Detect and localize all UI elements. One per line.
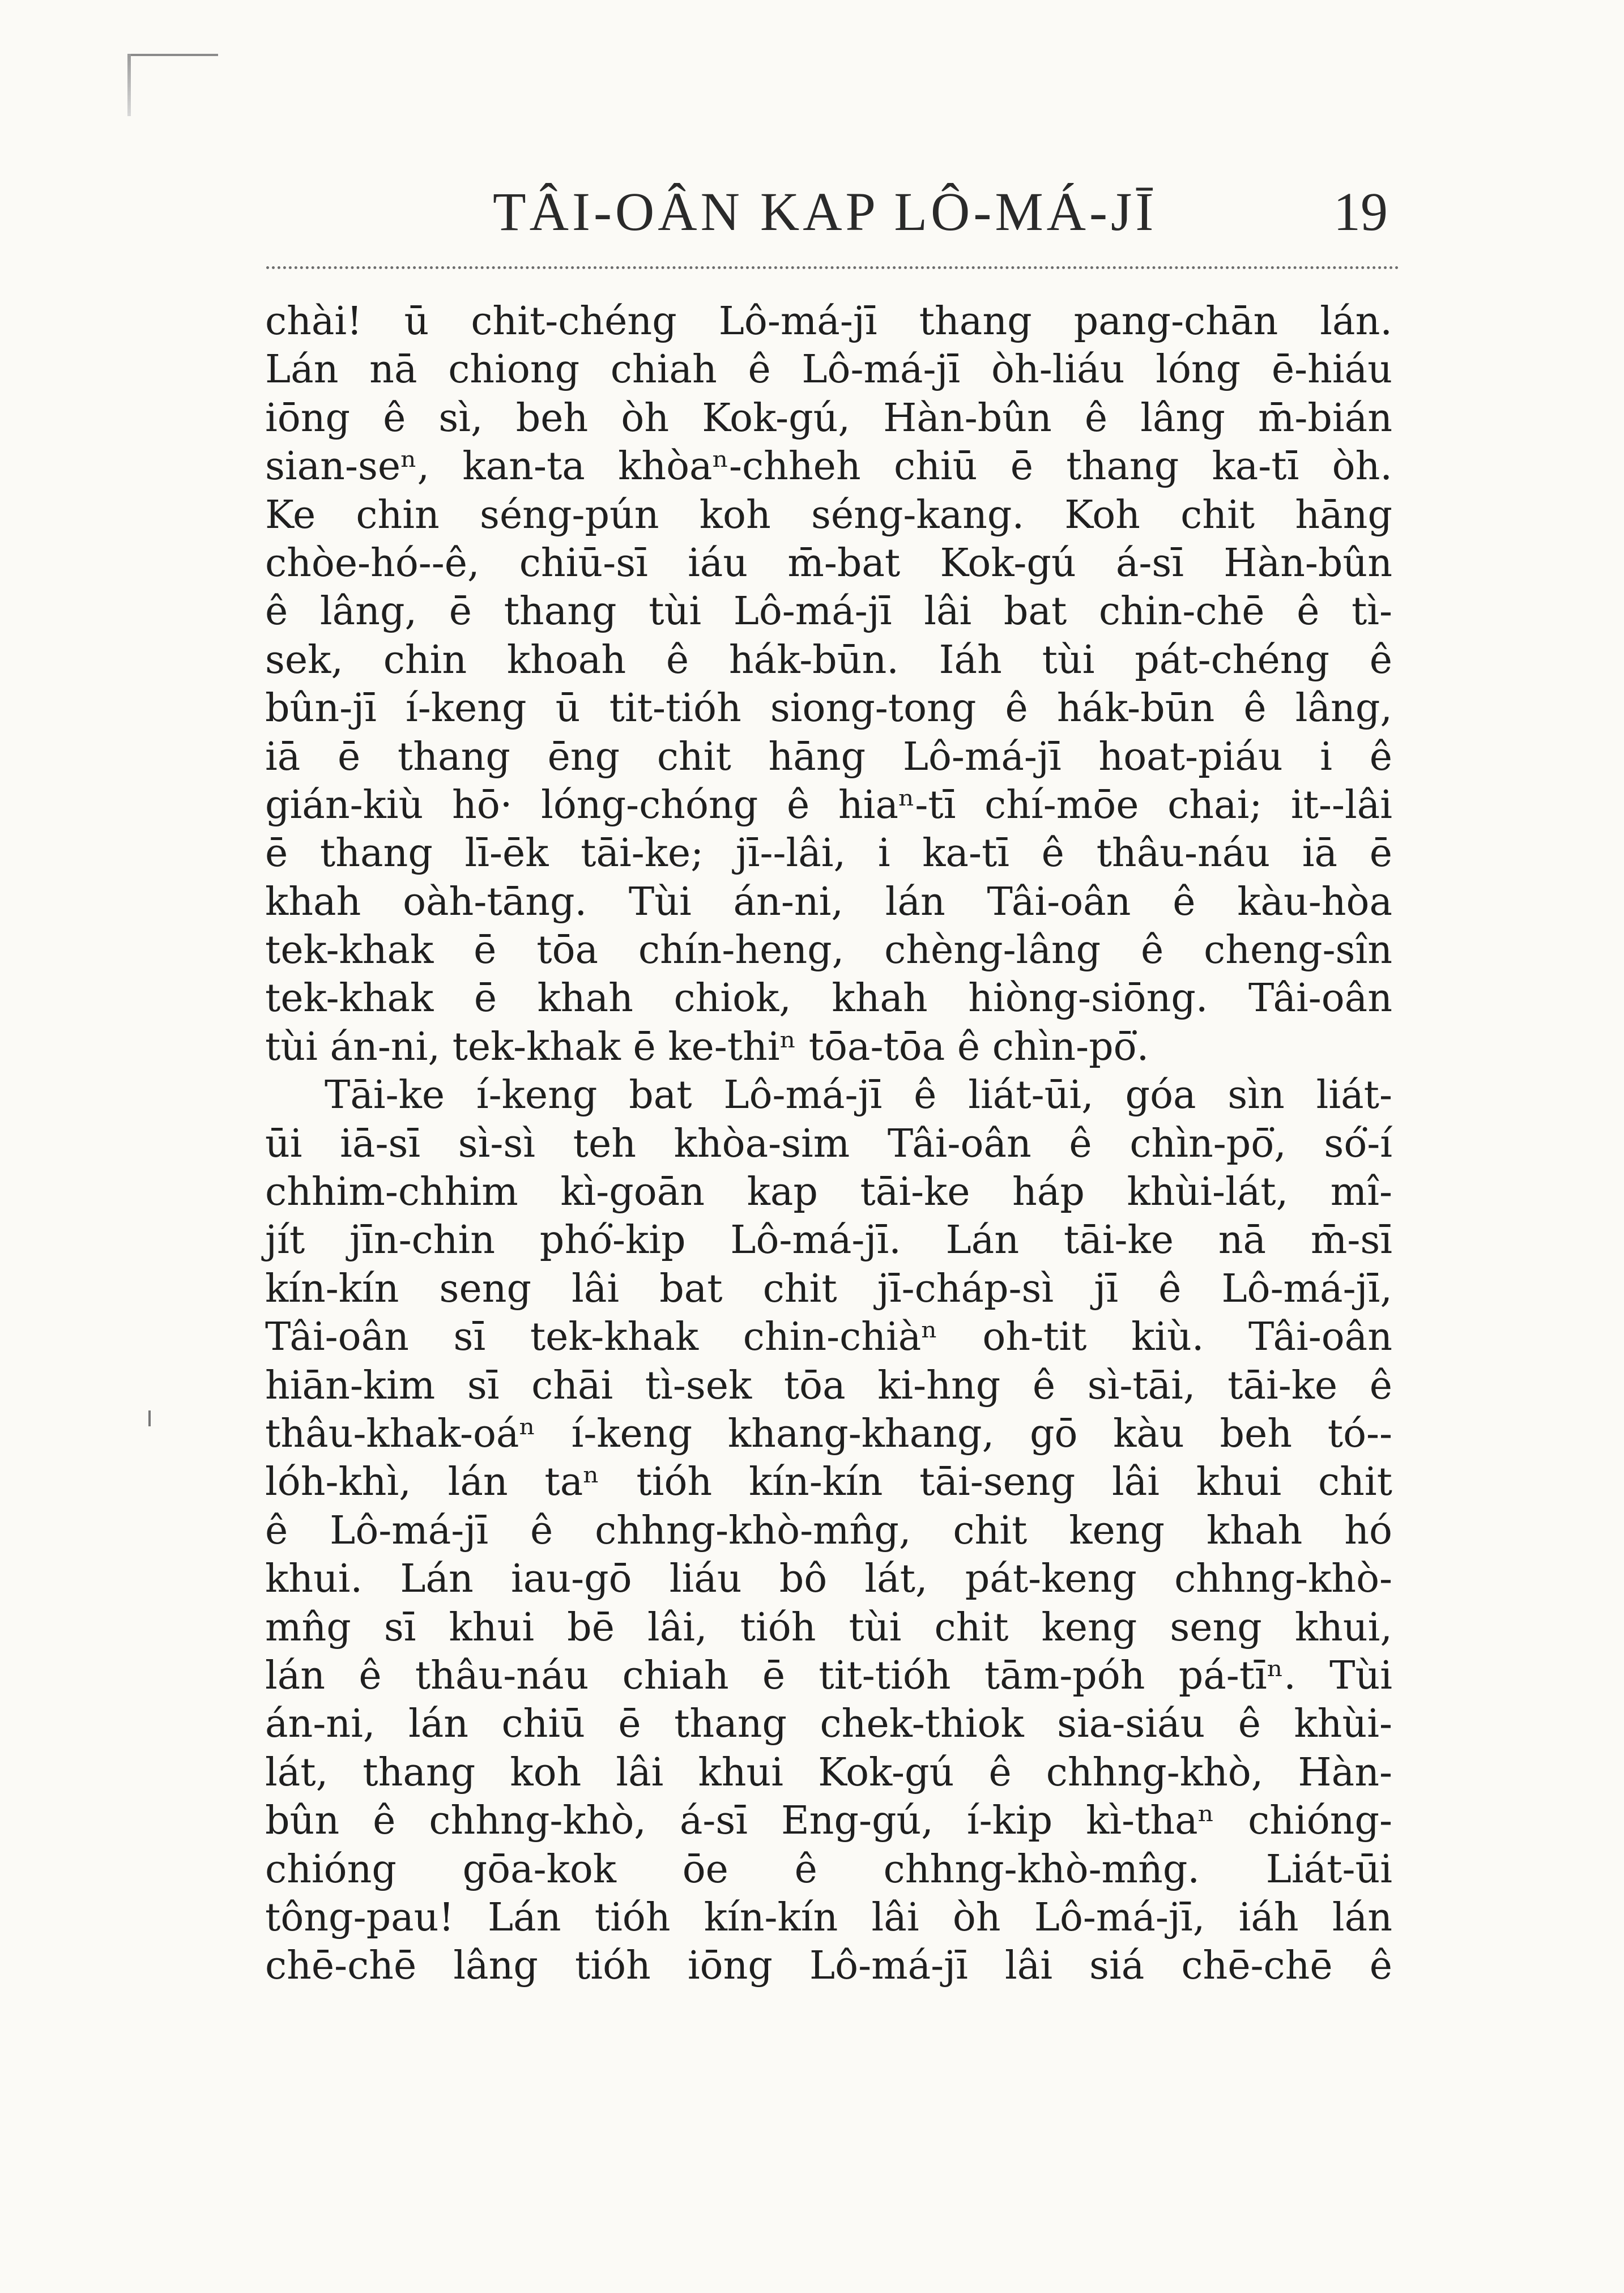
text-line: chhim-chhim kì-goān kap tāi-ke háp khùi-lát, mî- [265,1170,1392,1215]
text-line: iā ē thang ēng chit hāng Lô-má-jī hoat-piáu i ê [265,734,1392,779]
text-line: Ke chin séng-pún koh séng-kang. Koh chit hāng [265,492,1392,538]
text-line: Tāi-ke í-keng bat Lô-má-jī ê liát-ūi, góa sìn liát- [325,1073,1392,1118]
text-line: Tâi-oân sī tek-khak chin-chiàⁿ oh-tit kiù. Tâi-oân [265,1315,1392,1360]
text-line: kín-kín seng lâi bat chit jī-cháp-sì jī ê Lô-má-jī, [265,1266,1392,1311]
text-line: chióng gōa-kok ōe ê chhng-khò-mn̂g. Liát-ūi [265,1847,1392,1892]
text-line: ūi iā-sī sì-sì teh khòa-sim Tâi-oân ê chìn-pō͘, só͘-í [265,1121,1392,1166]
text-line: chē-chē lâng tióh iōng Lô-má-jī lâi siá chē-chē ê [265,1943,1392,1989]
text-line: iōng ê sì, beh òh Kok-gú, Hàn-bûn ê lâng m̄-bián [265,395,1392,441]
header-rule [266,266,1399,269]
text-line: tek-khak ē tōa chín-heng, chèng-lâng ê cheng-sîn [265,928,1392,973]
page-edge-mark [127,54,131,116]
text-line: chòe-hó--ê, chiū-sī iáu m̄-bat Kok-gú á-sī Hàn-bûn [265,540,1392,586]
text-line: ê lâng, ē thang tùi Lô-má-jī lâi bat chin-chē ê tì- [265,589,1392,634]
text-line: sek, chin khoah ê hák-būn. Iáh tùi pát-chéng ê [265,637,1392,683]
text-line: tông-pau! Lán tióh kín-kín lâi òh Lô-má-jī, iáh lán [265,1895,1392,1940]
text-line: bûn ê chhng-khò, á-sī Eng-gú, í-kip kì-thaⁿ chióng- [265,1798,1392,1844]
text-line: án-ni, lán chiū ē thang chek-thiok sia-siáu ê khùi- [265,1702,1392,1747]
text-line: ê Lô-má-jī ê chhng-khò-mn̂g, chit keng khah hó [265,1508,1392,1553]
text-line: mn̂g sī khui bē lâi, tióh tùi chit keng seng khui, [265,1605,1392,1650]
text-line: chài! ū chit-chéng Lô-má-jī thang pang-chān lán. [265,299,1392,344]
body-text [265,297,1392,1991]
text-line: Lán nā chiong chiah ê Lô-má-jī òh-liáu lóng ē-hiáu [265,347,1392,393]
text-line: ē thang lī-ēk tāi-ke; jī--lâi, i ka-tī ê thâu-náu iā ē [265,831,1392,876]
text-line: khui. Lán iau-gō liáu bô lát, pát-keng chhng-khò- [265,1557,1392,1602]
text-line: lát, thang koh lâi khui Kok-gú ê chhng-khò, Hàn- [265,1750,1392,1795]
text-line: tùi án-ni, tek-khak ē ke-thiⁿ tōa-tōa ê chìn-pō͘. [265,1024,1149,1069]
text-line: gián-kiù hō· lóng-chóng ê hiaⁿ-tī chí-mōe chai; it--lâi [265,782,1392,828]
text-line: bûn-jī í-keng ū tit-tióh siong-tong ê hák-būn ê lâng, [265,686,1392,731]
text-line: jít jīn-chin phó͘-kip Lô-má-jī. Lán tāi-ke nā m̄-sī [265,1218,1392,1263]
text-line: hiān-kim sī chāi tì-sek tōa ki-hng ê sì-tāi, tāi-ke ê [265,1363,1392,1408]
margin-mark [148,1410,151,1426]
page-header [266,180,1399,254]
running-title: TÂI-OÂN KAP LÔ-MÁ-JĪ [493,181,1157,242]
text-line: khah oàh-tāng. Tùi án-ni, lán Tâi-oân ê kàu-hòa [265,879,1392,924]
text-line: lóh-khì, lán taⁿ tióh kín-kín tāi-seng lâi khui chit [265,1460,1392,1505]
text-line: sian-seⁿ, kan-ta khòaⁿ-chheh chiū ē thang ka-tī òh. [265,444,1392,489]
page-number: 19 [1333,181,1388,242]
text-line: lán ê thâu-náu chiah ē tit-tióh tām-póh pá-tīⁿ. Tùi [265,1653,1392,1698]
text-line: thâu-khak-oáⁿ í-keng khang-khang, gō kàu beh tó-- [265,1411,1392,1456]
page-corner-mark [127,54,218,56]
text-line: tek-khak ē khah chiok, khah hiòng-siōng. Tâi-oân [265,976,1392,1021]
